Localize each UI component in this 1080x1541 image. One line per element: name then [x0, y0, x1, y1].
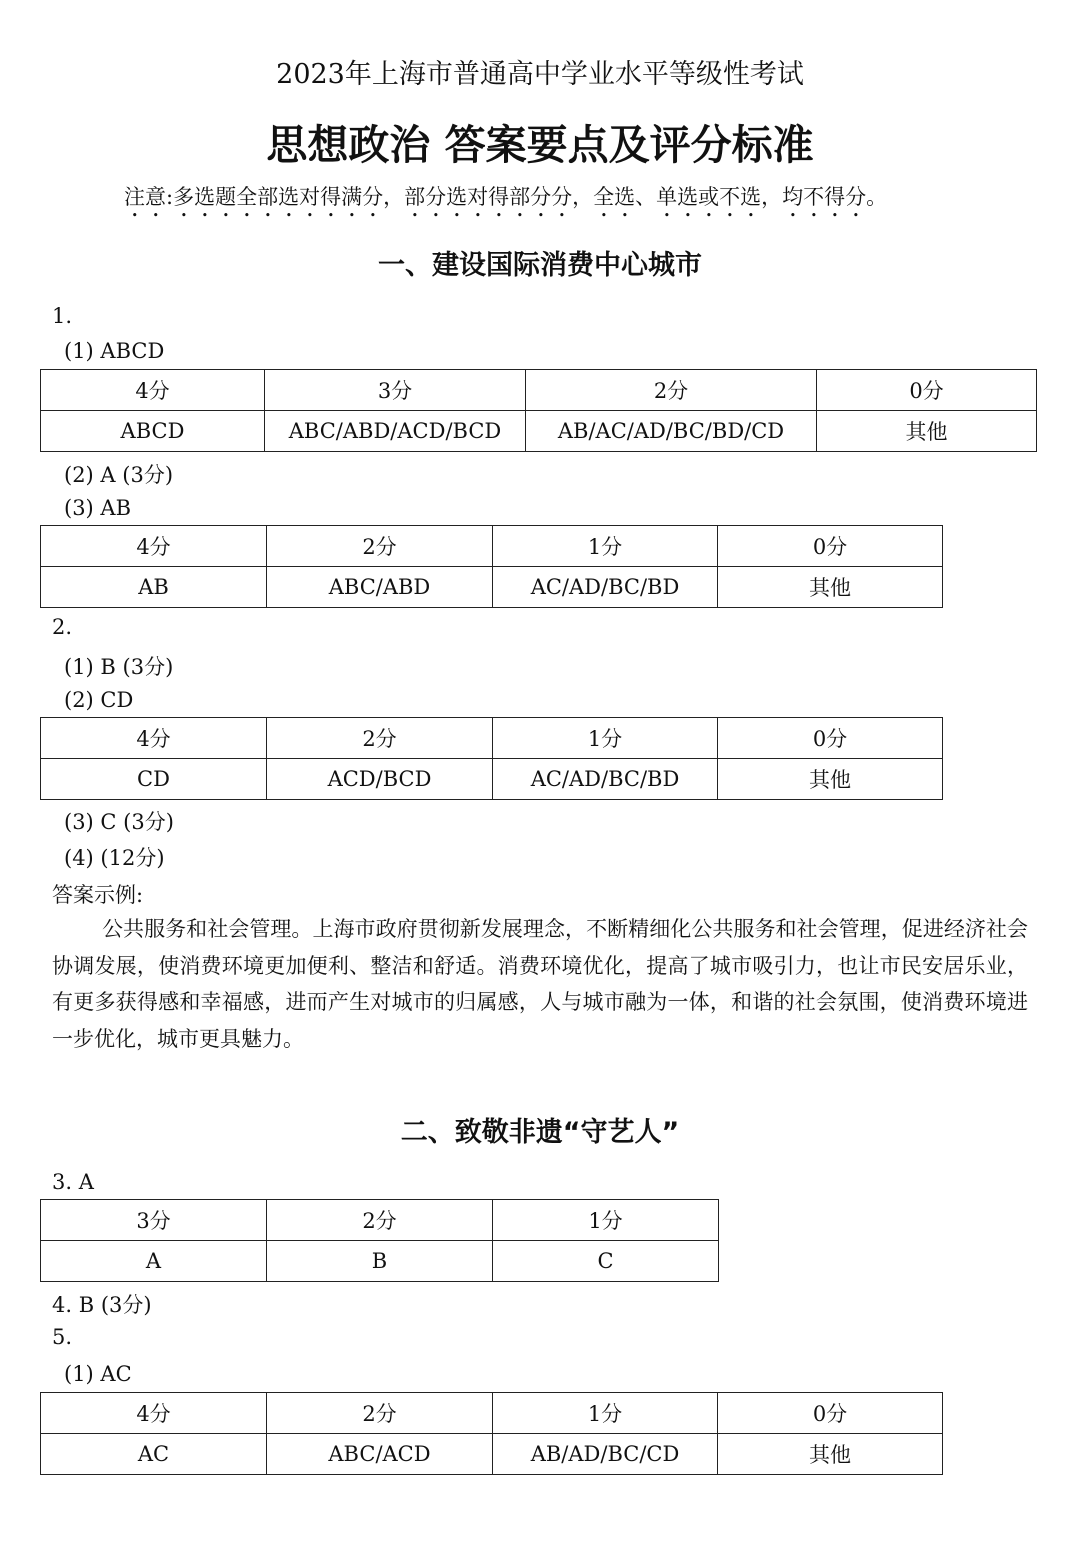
note-label: 注意:	[124, 185, 174, 209]
table-cell: AC/AD/BC/BD	[493, 567, 718, 608]
q1-part3-score-table	[40, 525, 943, 608]
table-cell: 0分	[718, 718, 943, 759]
table-cell: 4分	[41, 526, 267, 567]
document-title: 思想政治 答案要点及评分标准	[266, 121, 814, 169]
table-cell: 2分	[267, 526, 493, 567]
table-header-row	[41, 1200, 719, 1241]
table-cell: 3分	[265, 370, 526, 411]
table-cell: ABC/ACD	[267, 1434, 493, 1475]
table-header-row	[41, 370, 1037, 411]
table-cell: AC/AD/BC/BD	[493, 759, 718, 800]
table-cell: 2分	[267, 1200, 493, 1241]
table-cell: 其他	[718, 567, 943, 608]
q3-answer: 3. A	[52, 1170, 94, 1194]
q1-part3: (3) AB	[64, 496, 132, 520]
q2-part4: (4) (12分)	[64, 846, 165, 870]
table-cell: 4分	[41, 1393, 267, 1434]
table-cell: 0分	[718, 526, 943, 567]
q5-number: 5.	[52, 1325, 73, 1349]
q1-part1-score-table	[40, 369, 1037, 452]
exam-title: 2023年上海市普通高中学业水平等级性考试	[276, 59, 804, 90]
section1-heading: 一、建设国际消费中心城市	[378, 250, 702, 281]
table-cell: 4分	[41, 370, 265, 411]
table-cell: C	[493, 1241, 719, 1282]
table-row	[41, 567, 943, 608]
table-row	[41, 1241, 719, 1282]
table-cell: AB	[41, 567, 267, 608]
q2-number: 2.	[52, 615, 73, 639]
note-text: 多选题全部选对得满分，部分选对得部分分，全选、单选或不选，均不得分。	[173, 185, 888, 209]
table-cell: ACD/BCD	[267, 759, 493, 800]
q2-part2-score-table	[40, 717, 943, 800]
table-cell: 4分	[41, 718, 267, 759]
table-row	[41, 1434, 943, 1475]
table-cell: CD	[41, 759, 267, 800]
table-header-row	[41, 718, 943, 759]
q1-part1: (1) ABCD	[64, 339, 165, 363]
table-cell: 2分	[526, 370, 817, 411]
table-cell: ABCD	[41, 411, 265, 452]
table-cell: AB/AD/BC/CD	[493, 1434, 718, 1475]
table-cell: 0分	[817, 370, 1037, 411]
q2-part1: (1) B (3分)	[64, 655, 174, 679]
table-header-row	[41, 1393, 943, 1434]
table-cell: AC	[41, 1434, 267, 1475]
table-cell: AB/AC/AD/BC/BD/CD	[526, 411, 817, 452]
q2-part3: (3) C (3分)	[64, 810, 174, 834]
table-header-row	[41, 526, 943, 567]
table-cell: 0分	[718, 1393, 943, 1434]
table-cell: 3分	[41, 1200, 267, 1241]
table-row	[41, 759, 943, 800]
table-cell: 其他	[718, 1434, 943, 1475]
q5-part1-score-table	[40, 1392, 943, 1475]
q1-part2: (2) A (3分)	[64, 463, 174, 487]
table-cell: 1分	[493, 1200, 719, 1241]
table-cell: 1分	[493, 718, 718, 759]
section2-heading: 二、致敬非遗“守艺人”	[400, 1117, 680, 1148]
q4-answer: 4. B (3分)	[52, 1293, 152, 1317]
answer-example-label: 答案示例:	[52, 883, 144, 907]
table-cell: B	[267, 1241, 493, 1282]
table-cell: ABC/ABD	[267, 567, 493, 608]
table-cell: A	[41, 1241, 267, 1282]
table-cell: 其他	[718, 759, 943, 800]
answer-example-text: 公共服务和社会管理。上海市政府贯彻新发展理念，不断精细化公共服务和社会管理，促进经济社会协调发展，使消费环境更加便利、整洁和舒适。消费环境优化，提高了城市吸引力，也让市民安居乐业，有更多获得感和幸福感，进而产生对城市的归属感，人与城市融为一体，和谐的社会氛围，使消费环境进一步优化，城市更具魅力。	[52, 917, 1028, 1051]
table-cell: 2分	[267, 1393, 493, 1434]
table-cell: 2分	[267, 718, 493, 759]
table-cell: 1分	[493, 1393, 718, 1434]
table-cell: 其他	[817, 411, 1037, 452]
q1-number: 1.	[52, 304, 73, 328]
table-cell: 1分	[493, 526, 718, 567]
q2-part2: (2) CD	[64, 688, 134, 712]
table-cell: ABC/ABD/ACD/BCD	[265, 411, 526, 452]
scoring-note	[124, 181, 887, 222]
table-row	[41, 411, 1037, 452]
q5-part1: (1) AC	[64, 1362, 132, 1386]
q3-score-table	[40, 1199, 719, 1282]
